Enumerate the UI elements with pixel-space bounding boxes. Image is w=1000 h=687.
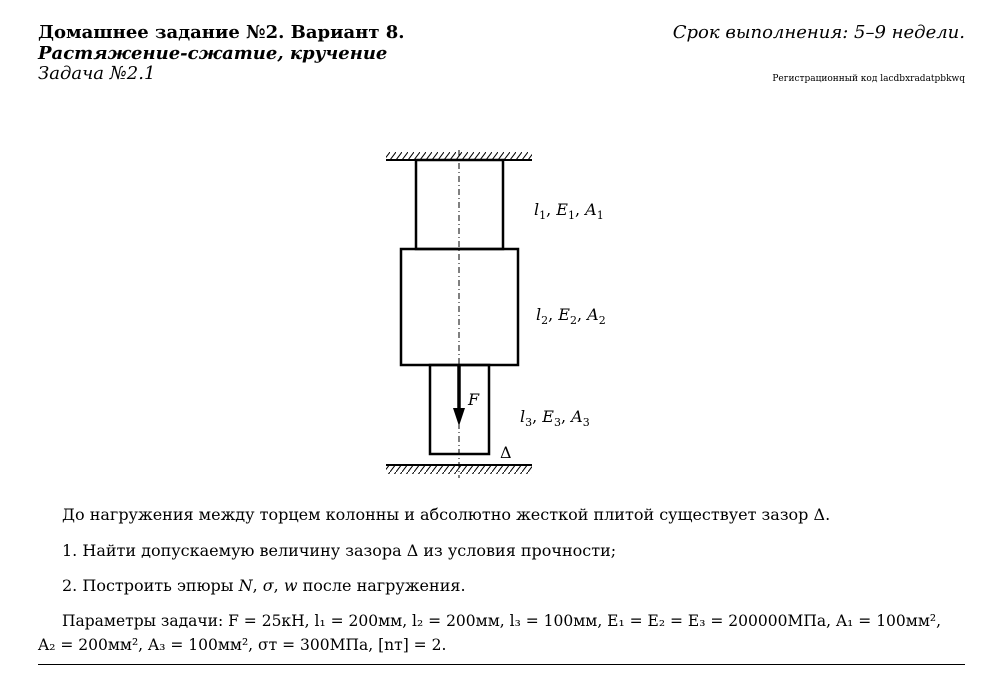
segment-2-label: $l_2$, $E_2$, $A_2$ xyxy=(536,305,606,327)
list-text-pre: Построить эпюры xyxy=(82,576,239,595)
list-item-1 xyxy=(62,541,616,560)
list-number: 2. xyxy=(62,576,78,595)
segment-1-label: $l_1$, $E_1$, $A_1$ xyxy=(534,200,604,222)
separator: , xyxy=(273,576,284,595)
parameters-line-2: A₂ = 200мм², A₃ = 100мм², σт = 300МПа, [nт] = 2. xyxy=(38,636,447,654)
parameters-line-1: Параметры задачи: F = 25кН, l₁ = 200мм, l₂ = 200мм, l₃ = 100мм, E₁ = E₂ = E₃ = 200000МПа, A₁ = 100мм², xyxy=(62,612,942,630)
list-item-2 xyxy=(62,576,466,595)
force-label: F xyxy=(468,390,480,409)
symbol-sigma: σ xyxy=(262,576,274,595)
list-number: 1. xyxy=(62,541,78,560)
list-text-post: после нагружения. xyxy=(297,576,466,595)
list-text: Найти допускаемую величину зазора Δ из условия прочности; xyxy=(82,541,617,560)
registration-code: Регистрационный код lacdbxradatpbkwq xyxy=(772,74,965,84)
gap-label: Δ xyxy=(500,443,512,462)
force-arrow-icon xyxy=(453,408,465,426)
symbol-N: N xyxy=(238,576,253,595)
task-number: Задача №2.1 xyxy=(38,63,156,84)
bottom-rule xyxy=(38,664,965,665)
deadline: Срок выполнения: 5–9 недели. xyxy=(672,22,965,43)
problem-intro: До нагружения между торцем колонны и абсолютно жесткой плитой существует зазор Δ. xyxy=(62,505,831,524)
page-title: Домашнее задание №2. Вариант 8. xyxy=(38,22,405,43)
symbol-w: w xyxy=(283,576,298,595)
separator: , xyxy=(252,576,263,595)
page-subtitle: Растяжение-сжатие, кручение xyxy=(38,43,388,64)
segment-3-label: $l_3$, $E_3$, $A_3$ xyxy=(520,407,590,429)
